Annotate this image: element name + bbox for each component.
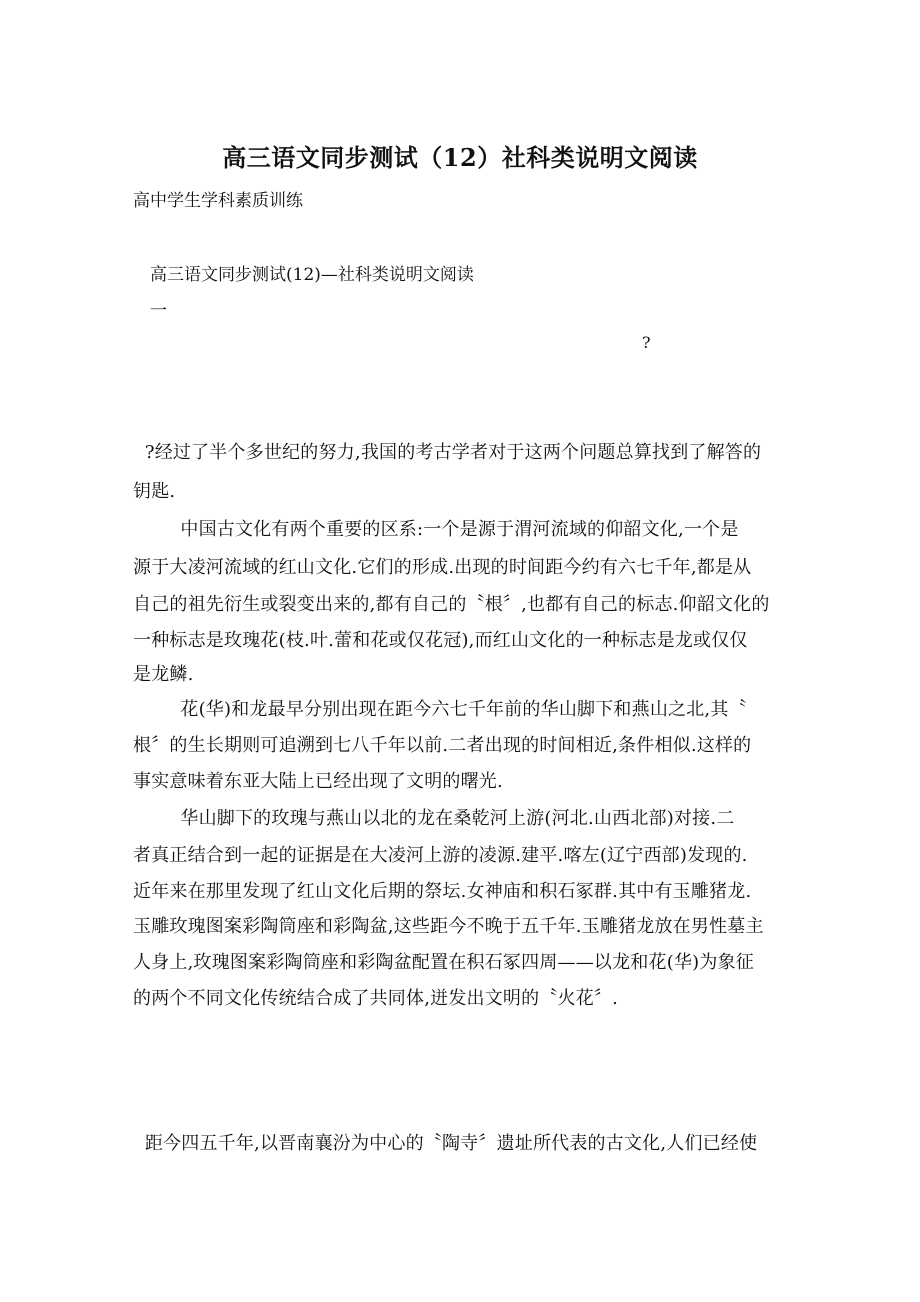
- paragraph-line: 根〞的生长期则可追溯到七八千年以前.二者出现的时间相近,条件相似.这样的: [133, 735, 752, 756]
- paragraph-line: 一种标志是玫瑰花(枝.叶.蕾和花或仅花冠),而红山文化的一种标志是龙或仅仅: [133, 630, 748, 651]
- paragraph-line: 源于大凌河流域的红山文化.它们的形成.出现的时间距今约有六七千年,都是从: [133, 557, 752, 578]
- paragraph-line: 距今四五千年,以晋南襄汾为中心的〝陶寺〞遗址所代表的古文化,人们已经使: [133, 1133, 758, 1154]
- document-title: 高三语文同步测试（12）社科类说明文阅读: [222, 143, 698, 172]
- section-numeral: 一: [150, 301, 167, 321]
- paragraph-line: 华山脚下的玫瑰与燕山以北的龙在桑乾河上游(河北.山西北部)对接.二: [133, 808, 735, 829]
- paragraph-line: 人身上,玫瑰图案彩陶筒座和彩陶盆配置在积石冢四周——以龙和花(华)为象征: [133, 952, 754, 973]
- document-subtitle: 高中学生学科素质训练: [133, 191, 303, 211]
- paragraph-line: 钥匙.: [133, 481, 176, 502]
- question-mark: ?: [642, 333, 651, 352]
- paragraph-line: 中国古文化有两个重要的区系:一个是源于渭河流域的仰韶文化,一个是: [133, 519, 739, 540]
- paragraph-line: 近年来在那里发现了红山文化后期的祭坛.女神庙和积石冢群.其中有玉雕猪龙.: [133, 881, 752, 902]
- paragraph-line: 者真正结合到一起的证据是在大凌河上游的凌源.建平.喀左(辽宁西部)发现的.: [133, 845, 748, 866]
- paragraph-line: 事实意味着东亚大陆上已经出现了文明的曙光.: [133, 771, 503, 792]
- paragraph-line: 自己的祖先衍生或裂变出来的,都有自己的〝根〞,也都有自己的标志.仰韶文化的: [133, 594, 770, 615]
- section-heading: 高三语文同步测试(12)—社科类说明文阅读: [150, 265, 474, 285]
- paragraph-line: 是龙鳞.: [133, 664, 194, 685]
- paragraph-line: ?经过了半个多世纪的努力,我国的考古学者对于这两个问题总算找到了解答的: [133, 442, 762, 463]
- paragraph-line: 的两个不同文化传统结合成了共同体,迸发出文明的〝火花〞.: [133, 988, 619, 1009]
- paragraph-line: 玉雕玫瑰图案彩陶筒座和彩陶盆,这些距今不晚于五千年.玉雕猪龙放在男性墓主: [133, 916, 764, 937]
- paragraph-line: 花(华)和龙最早分别出现在距今六七千年前的华山脚下和燕山之北,其〝: [133, 699, 747, 720]
